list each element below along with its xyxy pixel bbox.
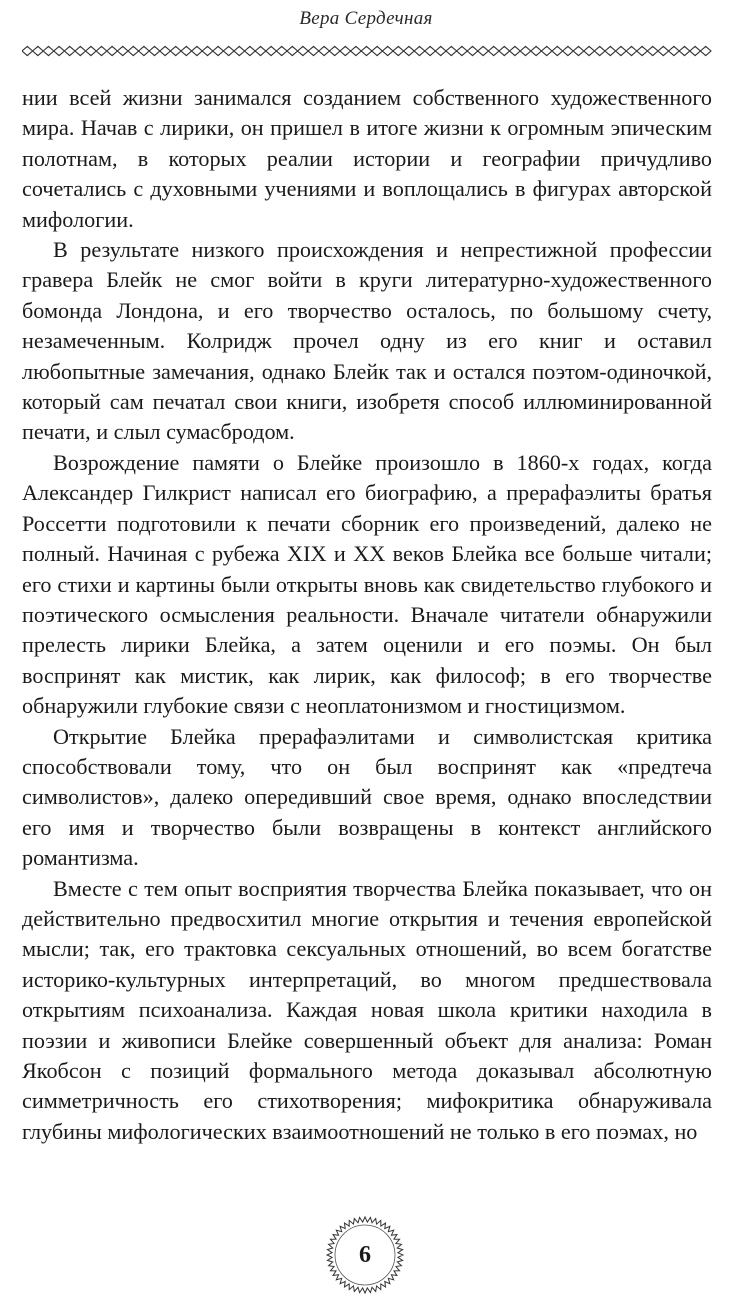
- paragraph: Вместе с тем опыт восприятия творчества Блейка показывает, что он действительно предвосхитил многие открытия и течения европейской мысли; так, его трактовка сексуальных отношений, во всем богатстве историко-культурных интерпретаций, во многом предшествовала открытиям психоанализа. Каждая новая школа критики находила в поэзии и живописи Блейке совершенный объект для анализа: Роман Якобсон с позиций формального метода доказывал абсолютную симметричность его стихотворения; мифокритика обнаруживала глубины мифологических взаимоотношений не только в его поэмах, но: [22, 875, 712, 1144]
- page-number-badge: [324, 1214, 406, 1296]
- body-text: [22, 83, 712, 1147]
- paragraph: нии всей жизни занимался созданием собственного художественного мира. Начав с лирики, он пришел в итоге жизни к огромным эпическим полотнам, в которых реалии истории и географии причудливо сочетались с духовными учениями и воплощались в фигурах авторской мифологии.: [22, 85, 712, 232]
- paragraph: Открытие Блейка прерафаэлитами и символистская критика способствовали тому, что он был воспринят как «предтеча символистов», далеко опередивший свое время, однако впоследствии его имя и творчество были возвращены в контекст английского романтизма.: [22, 723, 712, 871]
- paragraph: Возрождение памяти о Блейке произошло в 1860-х годах, когда Александер Гилкрист написал его биографию, а прерафаэлиты братья Россетти подготовили к печати сборник его произведений, далеко не полный. Начиная с рубежа XIX и XX веков Блейка все больше читали; его стихи и картины были открыты вновь как свидетельство глубокого и поэтического осмысления реальности. Вначале читатели обнаружили прелесть лирики Блейка, а затем оценили и его поэмы. Он был воспринят как мистик, как лирик, как философ; в его творчестве обнаружили глубокие связи с неоплатонизмом и гностицизмом.: [22, 449, 712, 719]
- page-number: 6: [359, 1242, 371, 1268]
- running-head: Вера Сердечная: [299, 8, 433, 29]
- ornament-diamonds: [22, 46, 711, 55]
- ornament-rule-icon: [22, 44, 712, 58]
- paragraph: В результате низкого происхождения и непрестижной профессии гравера Блейк не смог войти в круги литературно-художественного бомонда Лондона, и его творчество осталось, по большому счету, незамеченным. Колридж прочел одну из его книг и оставил любопытные замечания, однако Блейк так и остался поэтом-одиночкой, который сам печатал свои книги, изобретя способ иллюминированной печати, и слыл сумасбродом.: [22, 237, 712, 445]
